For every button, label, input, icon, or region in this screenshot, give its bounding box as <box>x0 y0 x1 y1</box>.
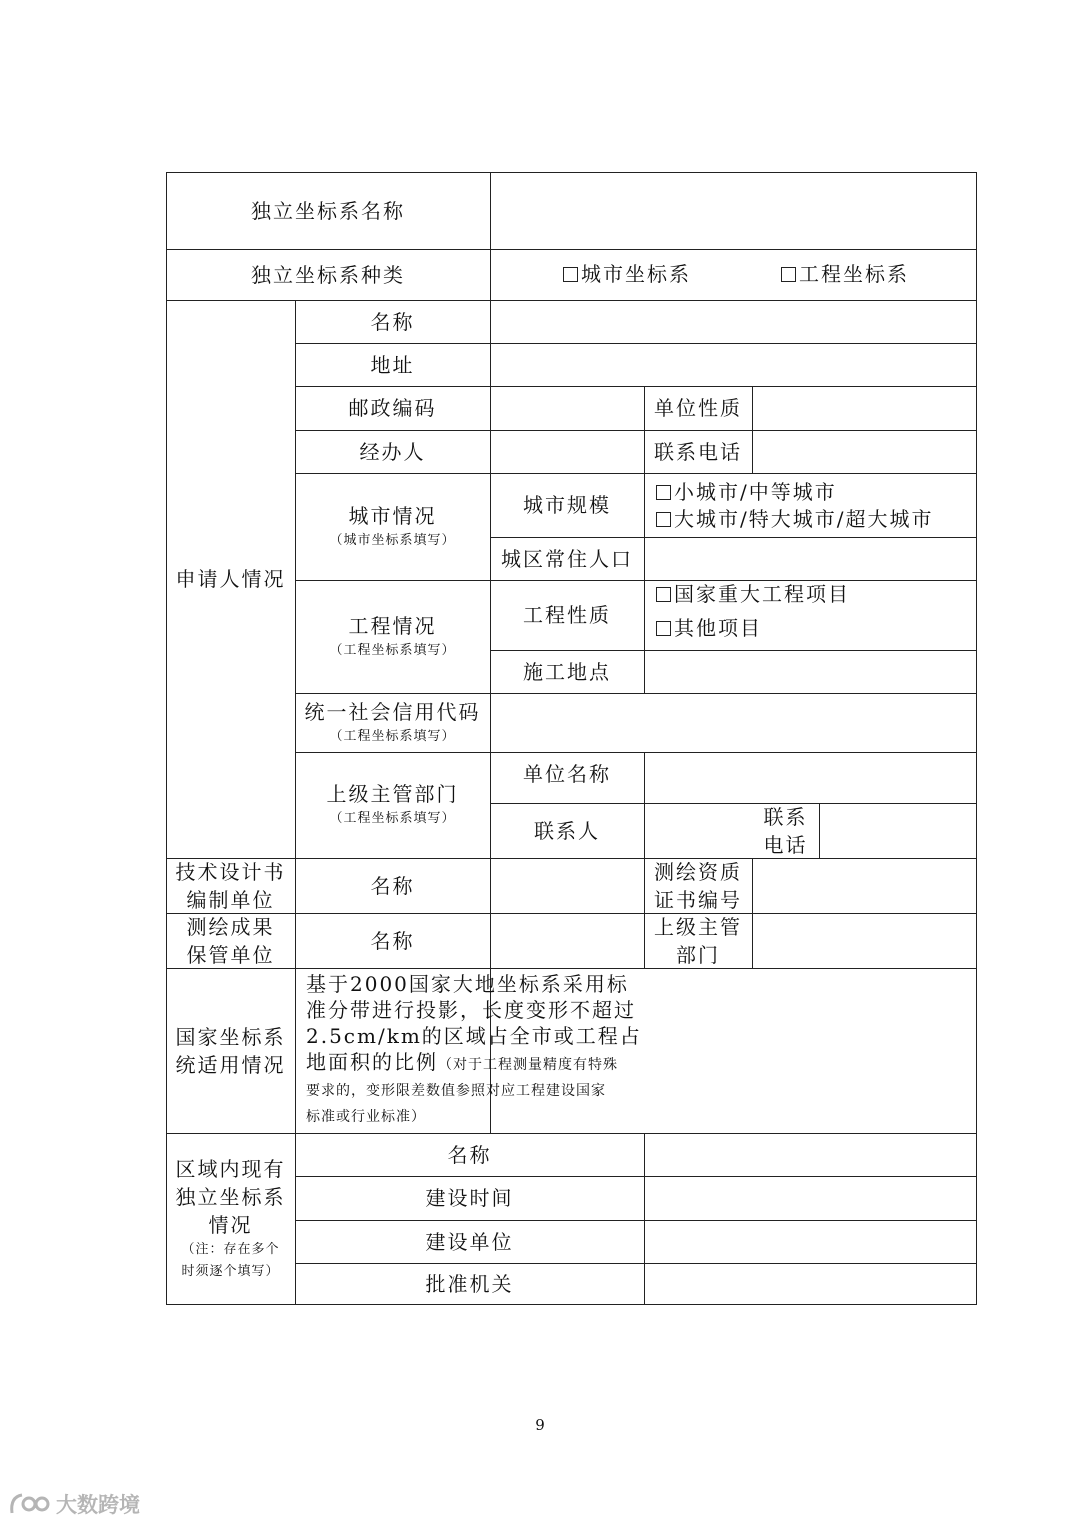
urban-population-field[interactable] <box>645 537 977 580</box>
keeper-superior-line: 上级主管 <box>654 914 742 939</box>
site-label: 施工地点 <box>523 659 611 684</box>
existing-coord-line: 区域内现有 <box>175 1157 286 1181</box>
existing-coord-note: 时须逐个填写） <box>181 1264 280 1279</box>
other-project-option[interactable] <box>656 614 762 642</box>
phone-field[interactable] <box>753 430 977 473</box>
city-coord-option[interactable] <box>563 260 691 288</box>
city-situation-cell <box>295 473 490 580</box>
contact-field[interactable] <box>645 803 752 858</box>
build-time-label: 建设时间 <box>425 1186 514 1210</box>
credit-code-note: （工程坐标系填写） <box>329 728 456 744</box>
coord-type-label: 独立坐标系种类 <box>251 262 405 287</box>
approval-authority-field[interactable] <box>645 1263 977 1305</box>
small-city-option[interactable] <box>656 478 837 506</box>
keeper-superior-label <box>644 913 752 968</box>
tech-design-line: 技术设计书 <box>175 859 286 884</box>
desc-line: 地面积的比例 <box>306 1050 438 1074</box>
page-number: 9 <box>535 1416 545 1434</box>
watermark <box>8 1489 140 1519</box>
postcode-field[interactable] <box>491 386 644 430</box>
cert-number-field[interactable] <box>753 858 977 913</box>
existing-coord-label <box>166 1133 295 1305</box>
checkbox-icon[interactable] <box>781 267 796 282</box>
unit-nature-field[interactable] <box>753 386 977 430</box>
results-keeper-label <box>166 913 295 968</box>
contact-phone-line: 联系 <box>763 804 808 829</box>
option-label: 其他项目 <box>674 616 762 640</box>
results-keeper-name-label: 名称 <box>370 928 415 953</box>
results-keeper-name-field[interactable] <box>491 913 644 968</box>
national-coord-line: 统适用情况 <box>175 1052 286 1077</box>
existing-coord-note: （注：存在多个 <box>181 1242 280 1257</box>
keeper-superior-field[interactable] <box>753 913 977 968</box>
checkbox-icon[interactable] <box>656 512 671 527</box>
applicant-name-label: 名称 <box>370 309 415 334</box>
phone-label: 联系电话 <box>654 439 742 464</box>
project-note: （工程坐标系填写） <box>329 642 456 658</box>
checkbox-icon[interactable] <box>656 485 671 500</box>
option-label: 大城市/特大城市/超大城市 <box>674 507 934 531</box>
credit-code-label: 统一社会信用代码 <box>304 699 481 724</box>
city-scale-label: 城市规模 <box>523 493 611 517</box>
application-form <box>166 172 977 1305</box>
existing-name-field[interactable] <box>645 1133 977 1176</box>
superior-dept-label: 上级主管部门 <box>326 782 459 806</box>
applicant-name-field[interactable] <box>491 300 977 343</box>
desc-line: 准分带进行投影，长度变形不超过 <box>306 998 636 1022</box>
cert-line: 证书编号 <box>654 887 742 912</box>
urban-population-label: 城区常住人口 <box>501 546 633 571</box>
project-coord-option[interactable] <box>781 260 909 288</box>
cert-line: 测绘资质 <box>654 859 742 884</box>
superior-dept-cell <box>295 752 490 858</box>
coord-name-field[interactable] <box>491 172 977 249</box>
tech-design-line: 编制单位 <box>186 887 275 912</box>
build-unit-label: 建设单位 <box>425 1229 514 1254</box>
existing-coord-line: 独立坐标系 <box>175 1185 286 1209</box>
tech-design-label <box>166 858 295 913</box>
option-label: 国家重大工程项目 <box>674 582 850 606</box>
contact-phone-label <box>752 803 819 858</box>
desc-note-line: （对于工程测量精度有特殊 <box>438 1057 618 1073</box>
project-situation-cell <box>295 580 490 693</box>
unit-name-field[interactable] <box>645 752 977 803</box>
handler-field[interactable] <box>491 430 644 473</box>
contact-phone-line: 电话 <box>763 832 808 857</box>
option-label: 城市坐标系 <box>581 262 691 286</box>
checkbox-icon[interactable] <box>656 621 671 636</box>
results-keeper-line: 测绘成果 <box>186 914 275 939</box>
desc-line: 2.5cm/km的区域占全市或工程占 <box>306 1024 642 1048</box>
watermark-text: 大数跨境 <box>56 1493 140 1517</box>
desc-note-line: 要求的，变形限差数值参照对应工程建设国家 <box>306 1083 606 1099</box>
checkbox-icon[interactable] <box>656 587 671 602</box>
keeper-superior-line: 部门 <box>676 942 720 967</box>
option-label: 小城市/中等城市 <box>674 480 837 504</box>
project-nature-label: 工程性质 <box>523 603 611 627</box>
coord-name-label: 独立坐标系名称 <box>251 198 405 223</box>
site-field[interactable] <box>645 650 977 693</box>
superior-note: （工程坐标系填写） <box>329 811 456 826</box>
project-situation-label: 工程情况 <box>348 613 437 638</box>
contact-phone-field[interactable] <box>820 803 977 858</box>
national-coord-label <box>166 968 295 1133</box>
checkbox-icon[interactable] <box>563 267 578 282</box>
watermark-logo-icon <box>8 1491 52 1517</box>
option-label: 工程坐标系 <box>799 262 909 286</box>
applicant-section-label: 申请人情况 <box>175 567 286 591</box>
contact-label: 联系人 <box>534 818 600 843</box>
city-situation-label: 城市情况 <box>348 503 437 528</box>
desc-note-line: 标准或行业标准） <box>306 1109 426 1125</box>
city-note: （城市坐标系填写） <box>329 532 456 548</box>
large-city-option[interactable] <box>656 505 933 533</box>
postcode-label: 邮政编码 <box>348 396 437 420</box>
national-coord-field[interactable] <box>645 968 977 1133</box>
existing-coord-line: 情况 <box>208 1213 253 1237</box>
address-label: 地址 <box>370 352 415 377</box>
desc-line: 基于2000国家大地坐标系采用标 <box>306 972 629 996</box>
unit-name-label: 单位名称 <box>523 762 611 786</box>
results-keeper-line: 保管单位 <box>186 942 275 967</box>
address-field[interactable] <box>491 343 977 386</box>
existing-name-label: 名称 <box>447 1142 492 1167</box>
cert-number-label <box>644 858 752 913</box>
approval-authority-label: 批准机关 <box>425 1272 514 1296</box>
credit-code-cell <box>295 693 490 752</box>
build-unit-field[interactable] <box>645 1220 977 1263</box>
national-coord-line: 国家坐标系 <box>175 1024 286 1049</box>
unit-nature-label: 单位性质 <box>654 396 742 420</box>
tech-design-name-label: 名称 <box>370 873 415 898</box>
national-coord-description <box>306 971 642 1130</box>
build-time-field[interactable] <box>645 1176 977 1220</box>
tech-design-name-field[interactable] <box>491 858 644 913</box>
major-project-option[interactable] <box>656 580 850 608</box>
handler-label: 经办人 <box>359 439 426 464</box>
credit-code-field[interactable] <box>491 693 977 752</box>
